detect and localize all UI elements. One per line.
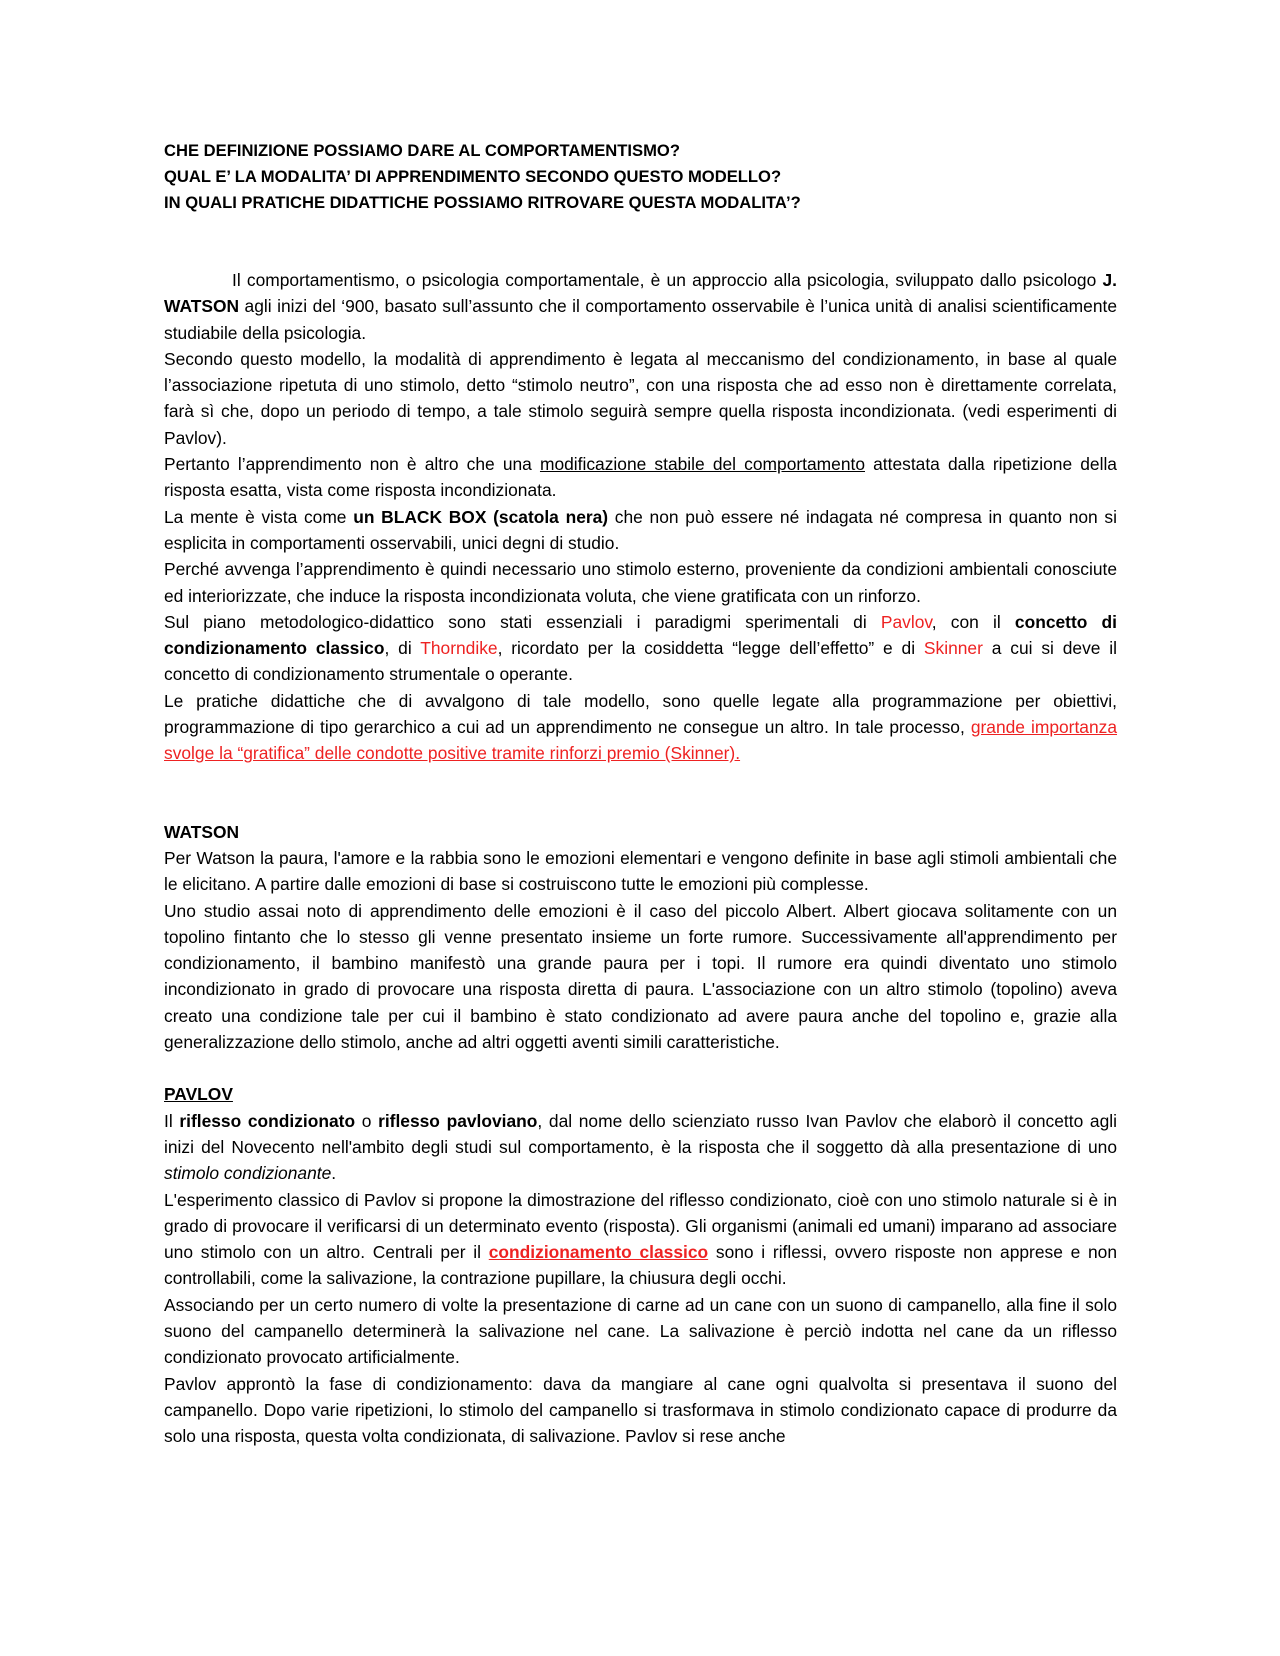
conditioned-reflex-term: riflesso condizionato [179,1110,356,1131]
heading-2: QUAL E’ LA MODALITA’ DI APPRENDIMENTO SECONDO QUESTO MODELLO? [164,167,782,186]
pavlov-name: Pavlov [880,611,932,632]
pavlov-paragraph-4: Pavlov approntò la fase di condizionamento: dava da mangiare al cane ogni qualvolta si presentava il suono del campanello. Dopo varie ripetizioni, lo stimolo del campanello si trasformava in stimolo condizionato capace di produrre da solo una risposta, questa volta condizionata, di salivazione. Pavlov si rese anche [164,1373,1117,1447]
conditioning-stimulus-term: stimolo condizionante [164,1163,332,1184]
thorndike-name: Thorndike [420,638,498,659]
black-box-term: un BLACK BOX (scatola nera) [353,506,609,527]
document-page [164,138,1117,1449]
watson-name: J. WATSON [164,270,1117,317]
intro-paragraph-2: Secondo questo modello, la modalità di apprendimento è legata al meccanismo del condizionamento, in base al quale l’associazione ripetuta di uno stimolo, detto “stimolo neutro”, con una risposta che ad esso non è direttamente correlata, farà sì che, dopo un periodo di tempo, a tale stimolo seguirà sempre quella risposta incondizionata. (vedi esperimenti di Pavlov). [164,348,1117,448]
intro-paragraph-5: Perché avvenga l’apprendimento è quindi necessario uno stimolo esterno, proveniente da condizioni ambientali conosciute ed interiorizzate, che induce la risposta incondizionata voluta, che viene gratificata con un rinforzo. [164,559,1117,606]
intro-paragraph-6: Sul piano metodologico-didattico sono stati essenziali i paradigmi sperimentali di Pavlov, con il concetto di condizionamento classico, di Thorndike, ricordato per la cosiddetta “legge dell’effetto” e di Skinner a cui si deve il concetto di condizionamento strumentale o operante. [164,611,1118,685]
intro-paragraph-1: Il comportamentismo, o psicologia comportamentale, è un approccio alla psicologia, sviluppato dallo psicologo J. WATSON agli inizi del ‘900, basato sull’assunto che il comportamento osservabile è l’unica unità di analisi scientificamente studiabile della psicologia. [164,270,1117,343]
watson-paragraph-2: Uno studio assai noto di apprendimento delle emozioni è il caso del piccolo Albert. Albert giocava solitamente con un topolino fintanto che lo stesso gli venne presentato insieme un forte rumore. Successivamente all'apprendimento per condizionamento, il bambino manifestò una grande paura per i topi. Il rumore era quindi diventato uno stimolo incondizionato in grado di provocare una risposta diretta di paura. L'associazione con un altro stimolo (topolino) aveva creato una condizione tale per cui il bambino è stato condizionato ad avere paura anche del topolino e, grazie alla generalizzazione dello stimolo, anche ad altri oggetti aventi simili caratteristiche. [164,900,1117,1053]
watson-title: WATSON [164,821,240,842]
underlined-definition: modificazione stabile del comportamento [539,454,865,475]
question-headings [164,138,1117,216]
intro-paragraph-7: Le pratiche didattiche che di avvalgono di tale modello, sono quelle legate alla programmazione per obiettivi, programmazione di tipo gerarchico a cui ad un apprendimento ne consegue un altro. In tale processo, grande importanza svolge la “gratifica” delle condotte positive tramite rinforzi premio (Skinner). [164,690,1118,764]
heading-1: CHE DEFINIZIONE POSSIAMO DARE AL COMPORTAMENTISMO? [164,141,680,160]
intro-paragraph-4: La mente è vista come un BLACK BOX (scatola nera) che non può essere né indagata né compresa in quanto non si esplicita in comportamenti osservabili, unici degni di studio. [164,506,1117,553]
intro-paragraph-3: Pertanto l’apprendimento non è altro che una modificazione stabile del comportamento attestata dalla ripetizione della risposta esatta, vista come risposta incondizionata. [164,454,1117,501]
pavlov-paragraph-2: L'esperimento classico di Pavlov si propone la dimostrazione del riflesso condizionato, cioè con uno stimolo naturale si è in grado di provocare il verificarsi di un determinato evento (risposta). Gli organismi (animali ed umani) imparano ad associare uno stimolo con un altro. Centrali per il condizionamento classico sono i riflessi, ovvero risposte non apprese e non controllabili, come la salivazione, la contrazione pupillare, la chiusura degli occhi. [164,1189,1118,1289]
classical-conditioning-term: concetto di condizionamento classico [164,611,1117,659]
pavlov-paragraph-3: Associando per un certo numero di volte la presentazione di carne ad un cane con un suono di campanello, alla fine il solo suono del campanello determinerà la salivazione nel cane. La salivazione è perciò indotta nel cane da un riflesso condizionato provocato artificialmente. [164,1294,1117,1368]
watson-paragraph-1: Per Watson la paura, l'amore e la rabbia sono le emozioni elementari e vengono definite in base agli stimoli ambientali che le elicitano. A partire dalle emozioni di base si costruiscono tutte le emozioni più complesse. [164,847,1117,895]
pavlov-paragraph-1: Il riflesso condizionato o riflesso pavloviano, dal nome dello scienziato russo Ivan Pavlov che elaborò il concetto agli inizi del Novecento nell'ambito degli studi sul comportamento, è la risposta che il soggetto dà alla presentazione di uno stimolo condizionante. [164,1110,1117,1184]
pavlov-title: PAVLOV [164,1084,233,1105]
gratification-highlight: grande importanza svolge la “gratifica” delle condotte positive tramite rinforzi premio (Skinner). [164,717,1118,764]
classical-conditioning-highlight: condizionamento classico [488,1242,709,1263]
skinner-name: Skinner [923,638,983,659]
pavlovian-reflex-term: riflesso pavloviano [378,1110,538,1131]
heading-3: IN QUALI PRATICHE DIDATTICHE POSSIAMO RITROVARE QUESTA MODALITA’? [164,193,801,212]
